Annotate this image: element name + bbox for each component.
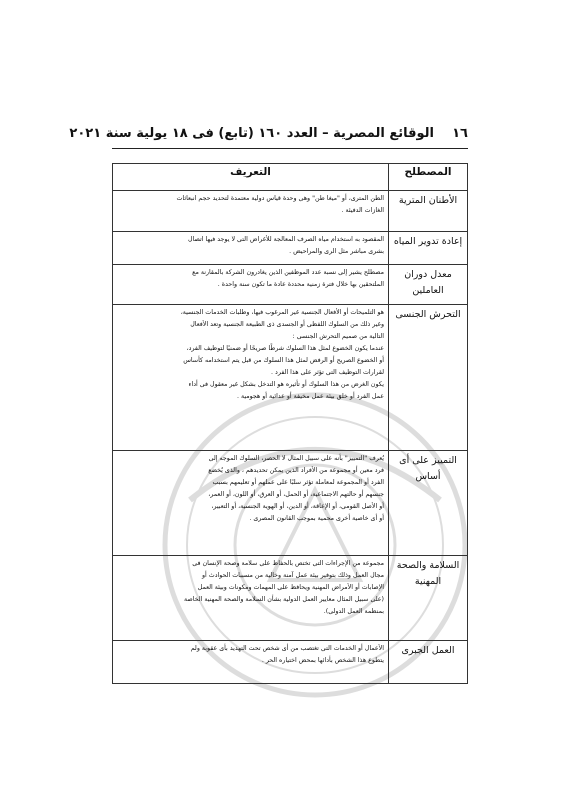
- page-header: [69, 126, 468, 149]
- definition-cell: [113, 641, 389, 684]
- definition-cell: [113, 305, 389, 451]
- definition-line: لقرارات التوظيف التى تؤثر على هذا الفرد .: [271, 369, 384, 376]
- definition-line: يتطوع هذا الشخص بأدائها بمحض اختياره الحر .: [261, 657, 384, 664]
- table-row: [113, 265, 468, 305]
- definition-line: (على سبيل المثال معايير العمل الدولية بشأن السلامة والصحة المهنية الخاصة: [184, 596, 384, 603]
- term-cell: التحرش الجنسى: [389, 305, 468, 451]
- definition-line: عندما يكون الخضوع لمثل هذا السلوك شرطًا صريحًا أو ضمنيًا لتوظيف الفرد،: [186, 345, 384, 352]
- definition-line: مجموعة من الإجراءات التى تختص بالحفاظ على سلامة وصحة الإنسان فى: [192, 560, 384, 567]
- definition-line: المقصود به استخدام مياه الصرف المعالجة للأغراض التى لا يوجد فيها اتصال: [188, 236, 384, 243]
- definition-line: أو الأصل القومى، أو الإعاقة، أو الدين، أو الهوية الجنسية، أو التعبير،: [211, 503, 384, 510]
- term-cell: الأطنان المترية: [389, 191, 468, 232]
- table-row: [113, 232, 468, 265]
- table-row: [113, 641, 468, 684]
- terms-table: [112, 163, 468, 684]
- table-row: [113, 305, 468, 451]
- definition-line: عمل الفرد أو خلق بيئة عمل مخيفة أو عدائية أو هجومية .: [236, 393, 384, 400]
- term-cell: إعادة تدوير المياه: [389, 232, 468, 265]
- definition-line: مصطلح يشير إلى نسبة عدد الموظفين الذين يغادرون الشركة بالمقارنة مع: [192, 269, 384, 276]
- definition-line: يُعرف "التمييز" بأنه على سبيل المثال لا الحصر، السلوك الموجه إلى: [208, 455, 384, 462]
- definition-cell: [113, 265, 389, 305]
- definition-line: أو الخضوع الصريح أو الرفض لمثل هذا السلوك من قبل يتم استخدامه كأساس: [183, 357, 384, 364]
- term-cell: معدل دوران العاملين: [389, 265, 468, 305]
- definition-line: بمنظمة العمل الدولى).: [323, 608, 384, 615]
- definition-cell: [113, 556, 389, 641]
- definition-line: يكون الغرض من هذا السلوك أو تأثيره هو التدخل بشكل غير معقول فى أداء: [188, 381, 384, 388]
- definition-line: مجال العمل وذلك بتوفير بيئة عمل آمنة وخالية من مسببات الحوادث أو: [201, 572, 384, 579]
- definition-line: بشرى مباشر مثل الرى والمراحيض .: [289, 248, 384, 255]
- definition-line: فرد معين أو مجموعة من الأفراد الذين يمكن تحديدهم ، والذى يُخضع: [208, 467, 384, 474]
- definition-line: الملتحقين بها خلال فترة زمنية محددة عادة ما تكون سنة واحدة .: [217, 281, 384, 288]
- column-header-term: المصطلح: [389, 164, 468, 191]
- definition-line: الفرد أو المجموعة لمعاملة تؤثر سلبًا على عملهم أو تعليمهم بسبب: [212, 479, 384, 486]
- definition-line: الغازات الدفيئة .: [341, 207, 384, 214]
- definition-line: الطن المترى، أو "ميغا طن" وهى وحدة قياس دولية معتمدة لتحديد حجم انبعاثات: [176, 195, 384, 202]
- table-row: [113, 451, 468, 556]
- definition-line: أو أى خاصية أخرى محمية بموجب القانون المصرى .: [249, 515, 384, 522]
- definition-cell: [113, 232, 389, 265]
- table-row: [113, 191, 468, 232]
- definition-cell: [113, 451, 389, 556]
- term-cell: التمييز على أى أساس: [389, 451, 468, 556]
- running-title: الوقائع المصرية – العدد ١٦٠ (تابع) فى ١٨ يولية سنة ٢٠٢١: [69, 126, 434, 141]
- column-header-definition: التعريف: [113, 164, 389, 191]
- table-row: [113, 556, 468, 641]
- table-body: [113, 191, 468, 684]
- definition-line: التالية من صميم التحرش الجنسى :: [292, 333, 384, 340]
- definition-line: الأعمال أو الخدمات التى تغتصب من أى شخص تحت التهديد بأى عقوبة ولم: [190, 645, 384, 652]
- term-cell: السلامة والصحة المهنية: [389, 556, 468, 641]
- table-header-row: [113, 164, 468, 191]
- definition-line: الإصابات أو الأمراض المهنية ويحافظ على المهمات ومكونات وبيئة العمل: [197, 584, 384, 591]
- definition-line: جنسهم أو حالتهم الاجتماعية، أو الحمل، أو العرق، أو اللون، أو العمر،: [208, 491, 384, 498]
- definition-line: وغير ذلك من السلوك اللفظى أو الجسدى ذى الطبيعة الجنسية وتعد الأفعال: [190, 321, 384, 328]
- definition-line: هو التلميحات أو الأفعال الجنسية غير المرغوب فيها، وطلبات الخدمات الجنسية،: [180, 309, 384, 316]
- page-number: ١٦: [452, 126, 468, 141]
- definition-cell: [113, 191, 389, 232]
- term-cell: العمل الجبرى: [389, 641, 468, 684]
